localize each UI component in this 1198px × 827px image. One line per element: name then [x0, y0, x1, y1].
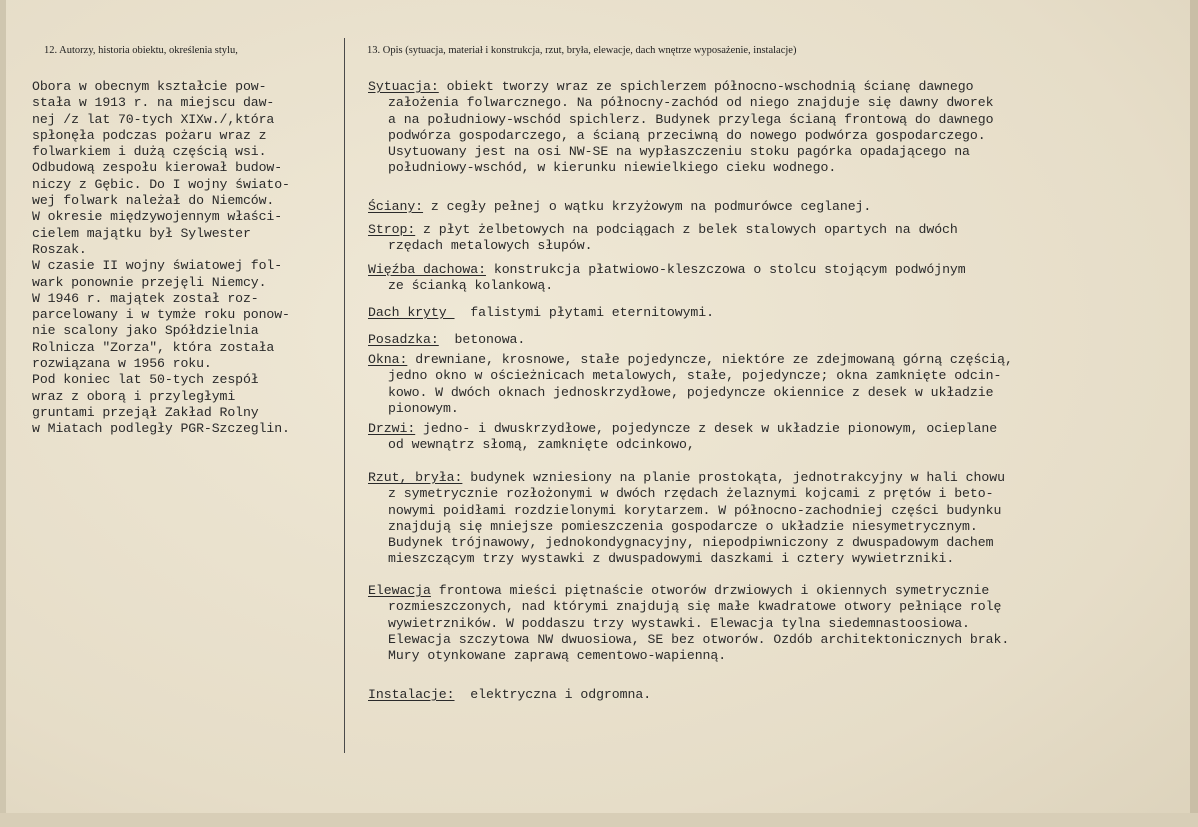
description-line — [368, 305, 1188, 321]
description-line — [368, 79, 1188, 95]
description-heading: Okna: — [368, 352, 408, 367]
description-paragraph — [368, 583, 1188, 664]
history-line: rozwiązana w 1956 roku. — [32, 356, 212, 372]
description-line — [368, 470, 1188, 486]
description-line — [368, 262, 1188, 278]
history-line: wej folwark należał do Niemców. — [32, 193, 275, 209]
description-text: obiekt tworzy wraz ze spichlerzem północno-wschodnią ścianę dawnego — [438, 79, 974, 94]
description-text: konstrukcja płatwiowo-kleszczowa o stolcu stojącym podwójnym — [485, 262, 966, 277]
description-heading: Instalacje: — [368, 687, 455, 702]
history-line: Rolnicza "Zorza", która została — [32, 339, 275, 355]
description-heading: Sytuacja: — [368, 79, 439, 94]
description-line: rzędach metalowych słupów. — [388, 238, 593, 254]
history-line: gruntami przejął Zakład Rolny — [32, 404, 259, 420]
description-line: Elewacja szczytowa NW dwuosiowa, SE bez otworów. Ozdób architektonicznych brak. — [388, 631, 1010, 647]
description-line — [368, 352, 1188, 368]
description-line: nowymi poidłami rozdzielonymi korytarzem. W północno-zachodniej części budynku — [388, 502, 1002, 518]
description-heading: Elewacja — [368, 583, 431, 598]
description-line: południowy-wschód, w kierunku niewielkiego cieku wodnego. — [388, 160, 837, 176]
description-heading: Więźba dachowa: — [368, 262, 486, 277]
description-line: kowo. W dwóch oknach jednoskrzydłowe, pojedyncze okiennice z desek w układzie — [388, 384, 994, 400]
description-heading: Ściany: — [368, 199, 424, 214]
description-line: rozmieszczonych, nad którymi znajdują się małe kwadratowe otwory pełniące rolę — [388, 599, 1002, 615]
description-line — [368, 332, 1188, 348]
description-line: założenia folwarcznego. Na północny-zachód od niego znajduje się dawny dworek — [388, 95, 994, 111]
description-heading: Dach kryty — [368, 305, 455, 320]
description-paragraph — [368, 332, 1188, 348]
description-line: znajdują się mniejsze pomieszczenia gospodarcze o układzie niesymetrycznym. — [388, 518, 978, 534]
description-line: Budynek trójnawowy, jednokondygnacyjny, niepodpiwniczony z dwuspadowym dachem — [388, 535, 994, 551]
history-line: W 1946 r. majątek został roz- — [32, 290, 259, 306]
description-text: z cegły pełnej o wątku krzyżowym na podmurówce ceglanej. — [423, 199, 872, 214]
history-line: w Miatach podległy PGR-Szczeglin. — [32, 421, 290, 437]
description-line: a na południowy-wschód spichlerz. Budynek przylega ścianą frontową do dawnego — [388, 111, 994, 127]
description-line: od wewnątrz słomą, zamknięte odcinkowo, — [388, 437, 695, 453]
description-text: z płyt żelbetowych na podciągach z belek stalowych opartych na dwóch — [415, 222, 958, 237]
description-line: Usytuowany jest na osi NW-SE na wypłaszczeniu stoku pagórka opadającego na — [388, 144, 970, 160]
description-paragraph — [368, 352, 1188, 417]
description-line — [368, 421, 1188, 437]
description-text: betonowa. — [438, 332, 526, 347]
description-line: mieszczącym trzy wystawki z dwuspadowymi daszkami i cztery wywietrzniki. — [388, 551, 955, 567]
description-section-header: 13. Opis (sytuacja, materiał i konstrukcja, rzut, bryła, elewacje, dach wnętrze wyposażenie, instalacje) — [367, 45, 797, 56]
history-section-header: 12. Autorzy, historia obiektu, określenia stylu, — [44, 45, 238, 56]
paper-edge-bottom — [0, 813, 1198, 827]
description-paragraph — [368, 222, 1188, 255]
description-paragraph — [368, 79, 1188, 177]
description-line — [368, 583, 1188, 599]
history-line: stała w 1913 r. na miejscu daw- — [32, 95, 275, 111]
description-line: pionowym. — [388, 400, 459, 416]
history-line: wark ponownie przejęli Niemcy. — [32, 274, 267, 290]
history-line: Roszak. — [32, 241, 87, 257]
history-line: niczy z Gębic. Do I wojny świato- — [32, 176, 290, 192]
description-line: wywietrzników. W poddaszu trzy wystawki. Elewacja tylna siedemnastoosiowa. — [388, 615, 970, 631]
history-line: nej /z lat 70-tych XIXw./,która — [32, 111, 275, 127]
description-line: Mury otynkowane zaprawą cementowo-wapienną. — [388, 648, 727, 664]
description-line — [368, 687, 1188, 703]
description-line: podwórza gospodarczego, a ścianą przeciwną do nowego podwórza gospodarczego. — [388, 127, 986, 143]
history-line: folwarkiem i dużą częścią wsi. — [32, 144, 267, 160]
description-text: drewniane, krosnowe, stałe pojedyncze, niektóre ze zdejmowaną górną częścią, — [407, 352, 1013, 367]
description-text: jedno- i dwuskrzydłowe, pojedyncze z desek w układzie pionowym, ocieplane — [415, 421, 998, 436]
history-line: Odbudową zespołu kierował budow- — [32, 160, 283, 176]
paper-edge-left — [0, 0, 6, 827]
history-line: wraz z oborą i przyległymi — [32, 388, 236, 404]
description-paragraph — [368, 470, 1188, 568]
history-line: W okresie międzywojennym właści- — [32, 209, 283, 225]
description-text: falistymi płytami eternitowymi. — [454, 305, 715, 320]
description-heading: Strop: — [368, 222, 416, 237]
history-line: parcelowany i w tymże roku ponow- — [32, 307, 290, 323]
history-text — [32, 79, 350, 438]
description-paragraph — [368, 687, 1188, 703]
description-line: z symetrycznie rozłożonymi w dwóch rzędach żelaznymi kojcami z prętów i beto- — [388, 486, 994, 502]
paper-edge-right — [1190, 0, 1198, 827]
history-line: W czasie II wojny światowej fol- — [32, 258, 283, 274]
description-line — [368, 199, 1188, 215]
description-line: ze ścianką kolankową. — [388, 278, 554, 294]
description-text: frontowa mieści piętnaście otworów drzwiowych i okiennych symetrycznie — [430, 583, 990, 598]
description-paragraph — [368, 305, 1188, 321]
description-paragraph — [368, 262, 1188, 295]
description-text: elektryczna i odgromna. — [454, 687, 652, 702]
history-line: cielem majątku był Sylwester — [32, 225, 251, 241]
history-line: nie scalony jako Spółdzielnia — [32, 323, 259, 339]
history-line: spłonęła podczas pożaru wraz z — [32, 127, 267, 143]
description-paragraph — [368, 421, 1188, 454]
description-text: budynek wzniesiony na planie prostokąta, jednotrakcyjny w hali chowu — [462, 470, 1005, 485]
description-line: jedno okno w ościeżnicach metalowych, stałe, pojedyncze; okna zamknięte odcin- — [388, 368, 1002, 384]
description-paragraph — [368, 199, 1188, 215]
description-line — [368, 222, 1188, 238]
description-heading: Rzut, bryła: — [368, 470, 463, 485]
description-heading: Drzwi: — [368, 421, 416, 436]
history-line: Pod koniec lat 50-tych zespół — [32, 372, 259, 388]
description-heading: Posadzka: — [368, 332, 439, 347]
history-line: Obora w obecnym kształcie pow- — [32, 79, 267, 94]
